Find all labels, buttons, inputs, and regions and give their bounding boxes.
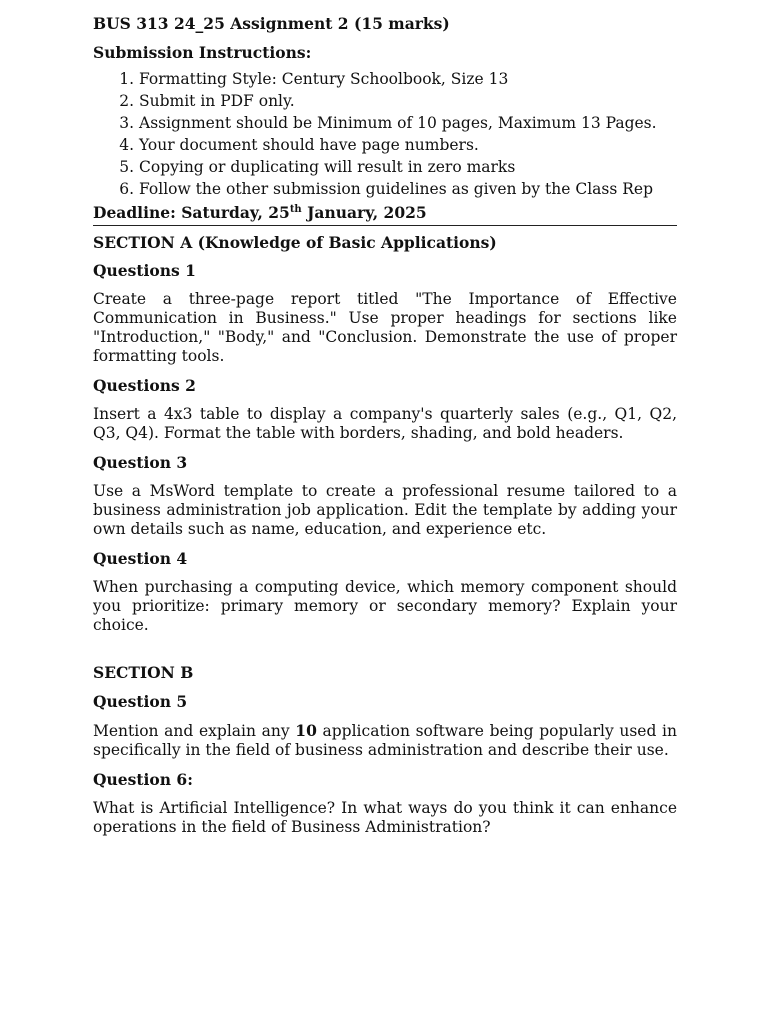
- section-a-heading: SECTION A (Knowledge of Basic Applications): [93, 233, 497, 252]
- document-page: [93, 14, 677, 847]
- question-5-text-start: Mention and explain any: [93, 722, 296, 740]
- question-4-heading: Question 4: [93, 549, 188, 568]
- instruction-item: 5. Copying or duplicating will result in zero marks: [139, 158, 677, 177]
- question-3-heading: Question 3: [93, 453, 188, 472]
- submission-instructions-heading: Submission Instructions:: [93, 43, 312, 62]
- question-4-body: When purchasing a computing device, which memory component should you prioritize: primary memory or secondary memory? Explain your choice.: [93, 578, 677, 634]
- instructions-list: [93, 70, 677, 199]
- deadline-suffix: January, 2025: [301, 203, 427, 222]
- question-1-body: Create a three-page report titled "The Importance of Effective Communication in Business." Use proper headings for sections like "Introduction," "Body," and "Conclusion. Demonstrate the use of proper formatting tools.: [93, 290, 677, 365]
- question-1-heading: Questions 1: [93, 261, 196, 280]
- question-2-body: Insert a 4x3 table to display a company's quarterly sales (e.g., Q1, Q2, Q3, Q4). Format the table with borders, shading, and bold headers.: [93, 405, 677, 442]
- instruction-item: 6. Follow the other submission guidelines as given by the Class Rep: [139, 180, 677, 199]
- deadline-prefix: Deadline: Saturday, 25: [93, 203, 290, 222]
- document-title: BUS 313 24_25 Assignment 2 (15 marks): [93, 14, 450, 33]
- question-5-body: [93, 721, 677, 760]
- instruction-item: 4. Your document should have page numbers.: [139, 136, 677, 155]
- deadline-superscript: th: [289, 203, 302, 215]
- instruction-item: 3. Assignment should be Minimum of 10 pages, Maximum 13 Pages.: [139, 114, 677, 133]
- section-b-heading: SECTION B: [93, 663, 194, 682]
- question-6-body: What is Artificial Intelligence? In what ways do you think it can enhance operations in the field of Business Administration?: [93, 799, 677, 836]
- section-spacer: [93, 645, 677, 663]
- question-2-heading: Questions 2: [93, 376, 196, 395]
- question-5-heading: Question 5: [93, 692, 188, 711]
- question-5-text-end: application software being popularly used in specifically in the field of business administration and describe their use.: [93, 722, 677, 759]
- instruction-item: 1. Formatting Style: Century Schoolbook, Size 13: [139, 70, 677, 89]
- question-3-body: Use a MsWord template to create a professional resume tailored to a business administration job application. Edit the template by adding your own details such as name, education, and experience etc.: [93, 482, 677, 538]
- instruction-item: 2. Submit in PDF only.: [139, 92, 677, 111]
- question-6-heading: Question 6:: [93, 770, 193, 789]
- deadline: [93, 203, 677, 226]
- question-5-count: 10: [295, 721, 317, 740]
